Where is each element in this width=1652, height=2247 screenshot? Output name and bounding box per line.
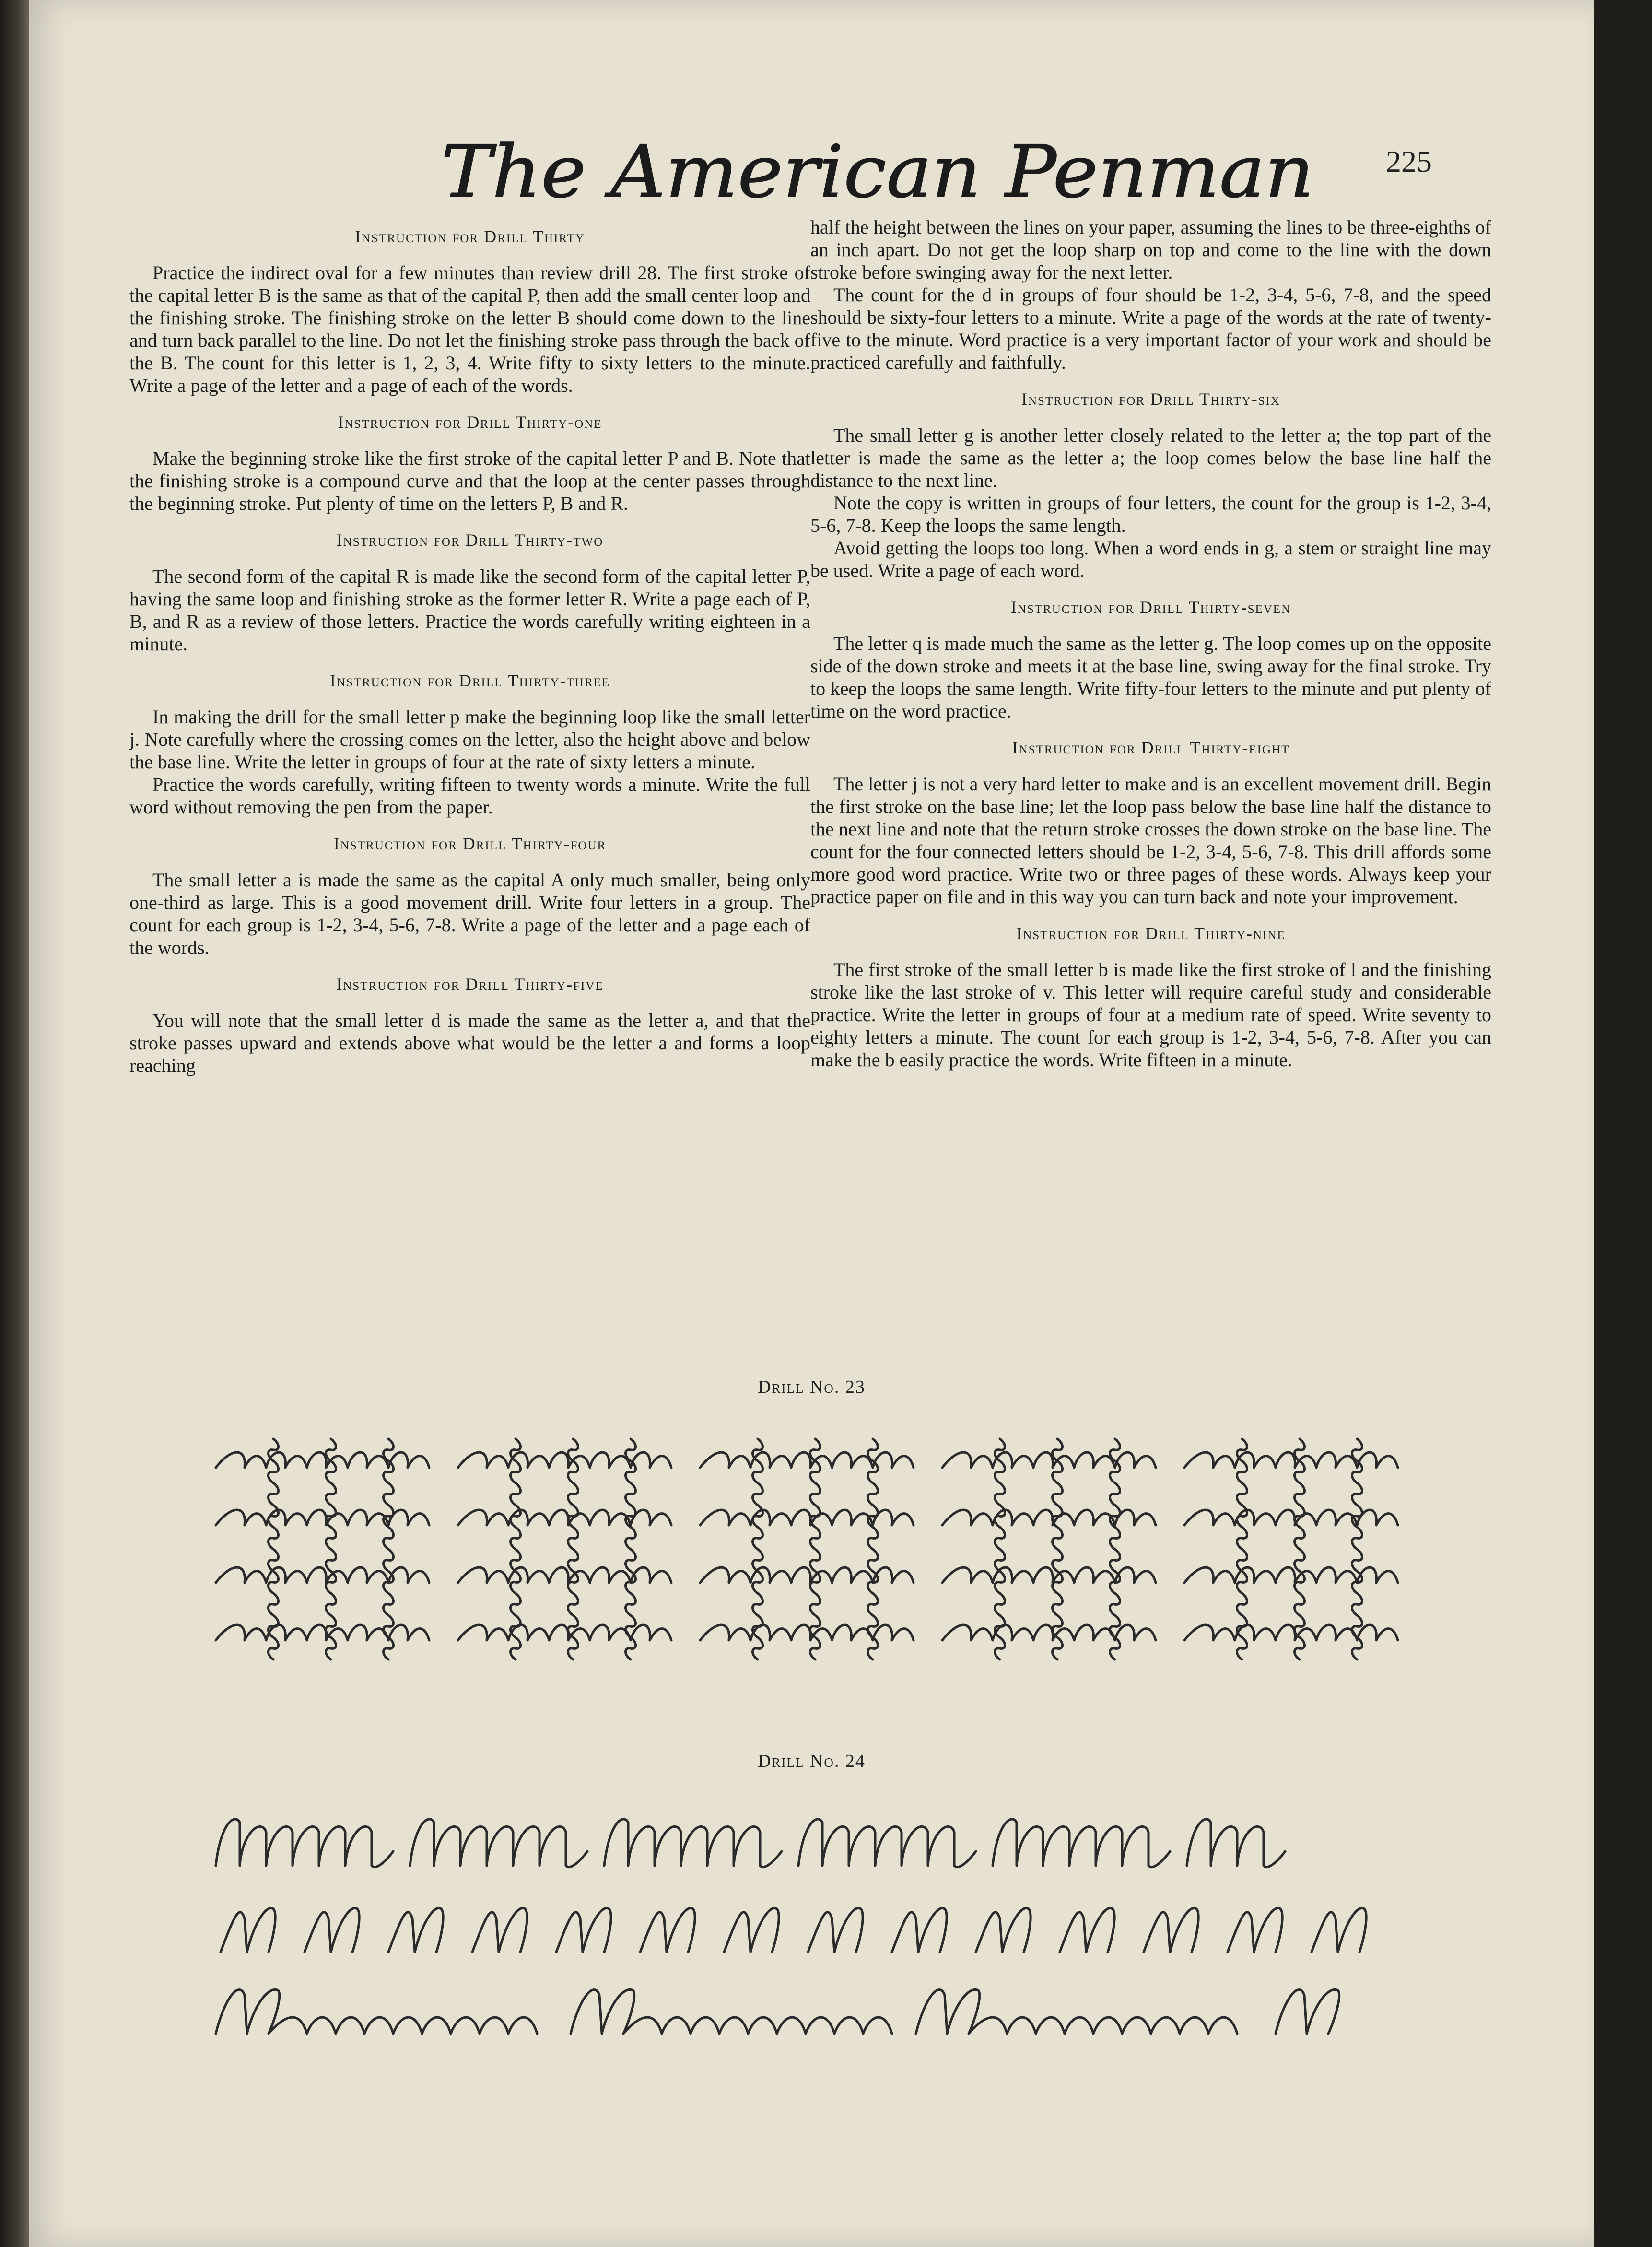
instruction-paragraph: The letter j is not a very hard letter to make and is an excellent movement drill. Begin the first stroke on the base line; let the loop pass below the base line half the distance to the next line and note that the return stroke crosses the down stroke on the base line. The count for the four connected letters should be 1-2, 3-4, 5-6, 7-8. This drill affords some more good word practice. Write two or three pages of these words. Always keep your practice paper on file and in this way you can turn back and note your improvement. [810, 773, 1491, 907]
instruction-paragraph: The small letter a is made the same as the capital A only much smaller, being only one-third as large. This is a good movement drill. Write four letters in a group. The count for each group is 1-2, 3-4, 5-6, 7-8. Write a page of the letter and a page each of the words. [129, 869, 810, 958]
drill-24-m-group [993, 1819, 1170, 1867]
drill-23-loop-stem [568, 1439, 578, 1659]
drill-23-loop-stem [1110, 1439, 1120, 1659]
instruction-paragraph: The letter q is made much the same as the letter g. The loop comes up on the opposite side of the down stroke and meets it at the base line, swing away for the final stroke. Try to keep the loops the same length. Write fifty-four letters to the minute and put plenty of time on the word practice. [810, 633, 1491, 722]
drill-23-loop-stem [384, 1439, 394, 1659]
drill-24-capital-n [221, 1908, 275, 1952]
instruction-paragraph: Avoid getting the loops too long. When a word ends in g, a stem or straight line may be used. Write a page of each word. [810, 537, 1491, 581]
right-text-column [810, 216, 1491, 1071]
instruction-paragraph: The first stroke of the small letter b is made like the first stroke of l and the finishing stroke like the last stroke of v. This letter will require careful study and considerable practice. Write the letter in groups of four at a medium rate of speed. Write seventy to eighty letters a minute. The count for each group is 1-2, 3-4, 5-6, 7-8. After you can make the b easily practice the words. Write fifteen in a minute. [810, 959, 1491, 1071]
drill-23-loop-stem [753, 1439, 763, 1659]
drill-24-capital-n [1312, 1908, 1366, 1952]
drill-24-m-group [216, 1819, 393, 1867]
drill-24-capital-n [305, 1908, 359, 1952]
drill-24-capital-n [808, 1908, 863, 1952]
drill-23-letter-row [942, 1567, 1156, 1583]
drill-23-loop-stem [626, 1439, 636, 1659]
drill-24-capital-n [976, 1908, 1031, 1952]
drill-23-letter-row [458, 1510, 671, 1525]
drill-23-loop-stem [995, 1439, 1005, 1659]
drill-23-letter-row [700, 1452, 914, 1468]
instruction-paragraph: Practice the words carefully, writing fifteen to twenty words a minute. Write the full word without removing the pen from the paper. [129, 774, 810, 818]
drill-24-newman-word [216, 1989, 537, 2034]
drill-24-m-group [410, 1819, 587, 1867]
drill-23-loop-stem [1237, 1439, 1247, 1659]
page-edge-shadow [1594, 0, 1652, 2247]
instruction-heading: Instruction for Drill Thirty-eight [1012, 738, 1290, 757]
left-text-column [129, 216, 810, 1077]
drill-23-loop-stem [269, 1439, 279, 1659]
drill-23-label: Drill No. 23 [758, 1377, 866, 1397]
drill-23-letter-row [700, 1510, 914, 1525]
drill-23-letter-row [216, 1567, 429, 1583]
drill-24-m-group [798, 1819, 976, 1867]
instruction-heading: Instruction for Drill Thirty-two [336, 530, 604, 550]
drill-24-newman-word [571, 1989, 892, 2034]
page-number: 225 [1386, 144, 1432, 178]
book-spine [0, 0, 29, 2247]
drill-23-letter-row [1184, 1567, 1398, 1583]
drill-23-loop-stem [326, 1439, 336, 1659]
drill-23-letter-row [1184, 1625, 1398, 1640]
masthead-text: The American Penman [441, 130, 1314, 214]
drill-23-letter-row [942, 1452, 1156, 1468]
instruction-paragraph: In making the drill for the small letter p make the beginning loop like the small letter j. Note carefully where the crossing comes on the letter, also the height above and below the base line. Write the letter in groups of four at the rate of sixty letters a minute. [129, 706, 810, 773]
drill-24-m-group [1187, 1819, 1285, 1867]
drill-23-loop-stem [1352, 1439, 1362, 1659]
drill-23-penmanship-exercise [211, 1429, 1419, 1688]
drill-24-capital-n [556, 1908, 611, 1952]
instruction-heading: Instruction for Drill Thirty-six [1021, 389, 1280, 409]
drill-24-penmanship-exercise [206, 1794, 1415, 2062]
drill-23-loop-stem [1295, 1439, 1305, 1659]
instruction-heading: Instruction for Drill Thirty-five [336, 975, 604, 994]
drill-24-newman-word [1276, 1989, 1339, 2034]
drill-24-capital-n [1228, 1908, 1282, 1952]
drill-23-letter-row [942, 1625, 1156, 1640]
drill-24-label: Drill No. 24 [758, 1751, 866, 1771]
drill-24-capital-n [1060, 1908, 1114, 1952]
instruction-heading: Instruction for Drill Thirty-four [333, 834, 607, 853]
drill-23-letter-row [216, 1452, 429, 1468]
drill-24-newman-word [916, 1989, 1237, 2034]
drill-23-letter-row [1184, 1452, 1398, 1468]
drill-23-letter-row [216, 1510, 429, 1525]
instruction-paragraph: Make the beginning stroke like the first stroke of the capital letter P and B. Note that the finishing stroke is a compound curve and that the loop at the center passes through the beginning stroke. Put plenty of time on the letters P, B and R. [129, 447, 810, 514]
drill-23-letter-row [458, 1567, 671, 1583]
instruction-paragraph: You will note that the small letter d is made the same as the letter a, and that the stroke passes upward and extends above what would be the letter a and forms a loop reaching [129, 1010, 810, 1076]
instruction-paragraph: The small letter g is another letter closely related to the letter a; the top part of the letter is made the same as the letter a; the loop comes below the base line half the distance to the next line. [810, 424, 1491, 491]
masthead-logo [422, 125, 1333, 221]
drill-24-capital-n [388, 1908, 443, 1952]
instruction-paragraph: half the height between the lines on your paper, assuming the lines to be three-eighths of an inch apart. Do not get the loop sharp on top and come to the line with the down stroke before swinging away for the next letter. [810, 216, 1491, 283]
drill-23-loop-stem [810, 1439, 820, 1659]
drill-24-capital-n [1144, 1908, 1198, 1952]
drill-23-letter-row [216, 1625, 429, 1640]
instruction-heading: Instruction for Drill Thirty-seven [1010, 598, 1291, 617]
drill-23-letter-row [700, 1625, 914, 1640]
instruction-heading: Instruction for Drill Thirty [355, 227, 585, 246]
drill-23-loop-stem [1053, 1439, 1063, 1659]
drill-23-letter-row [458, 1625, 671, 1640]
instruction-paragraph: Practice the indirect oval for a few minutes than review drill 28. The first stroke of the capital letter B is the same as that of the capital P, then add the small center loop and the finishing stroke. The finishing stroke on the letter B should come down to the line and turn back parallel to the line. Do not let the finishing stroke pass through the back of the B. The count for this letter is 1, 2, 3, 4. Write fifty to sixty letters to the minute. Write a page of the letter and a page of each of the words. [129, 262, 810, 396]
instruction-heading: Instruction for Drill Thirty-three [329, 671, 610, 690]
drill-24-capital-n [892, 1908, 947, 1952]
instruction-paragraph: The count for the d in groups of four should be 1-2, 3-4, 5-6, 7-8, and the speed should be sixty-four letters to a minute. Write a page of the words at the rate of twenty-five to the minute. Word practice is a very important factor of your work and should be practiced carefully and faithfully. [810, 284, 1491, 373]
instruction-paragraph: Note the copy is written in groups of four letters, the count for the group is 1-2, 3-4, 5-6, 7-8. Keep the loops the same length. [810, 492, 1491, 536]
drill-23-loop-stem [511, 1439, 521, 1659]
drill-23-letter-row [1184, 1510, 1398, 1525]
drill-23-letter-row [942, 1510, 1156, 1525]
instruction-paragraph: The second form of the capital R is made like the second form of the capital letter P, having the same loop and finishing stroke as the former letter R. Write a page each of P, B, and R as a review of those letters. Practice the words carefully writing eighteen in a minute. [129, 565, 810, 655]
drill-23-loop-stem [868, 1439, 878, 1659]
instruction-heading: Instruction for Drill Thirty-one [338, 412, 602, 432]
drill-23-letter-row [700, 1567, 914, 1583]
drill-24-capital-n [472, 1908, 527, 1952]
drill-24-capital-n [724, 1908, 779, 1952]
drill-24-capital-n [640, 1908, 695, 1952]
drill-24-m-group [604, 1819, 782, 1867]
instruction-heading: Instruction for Drill Thirty-nine [1016, 924, 1286, 943]
drill-23-letter-row [458, 1452, 671, 1468]
